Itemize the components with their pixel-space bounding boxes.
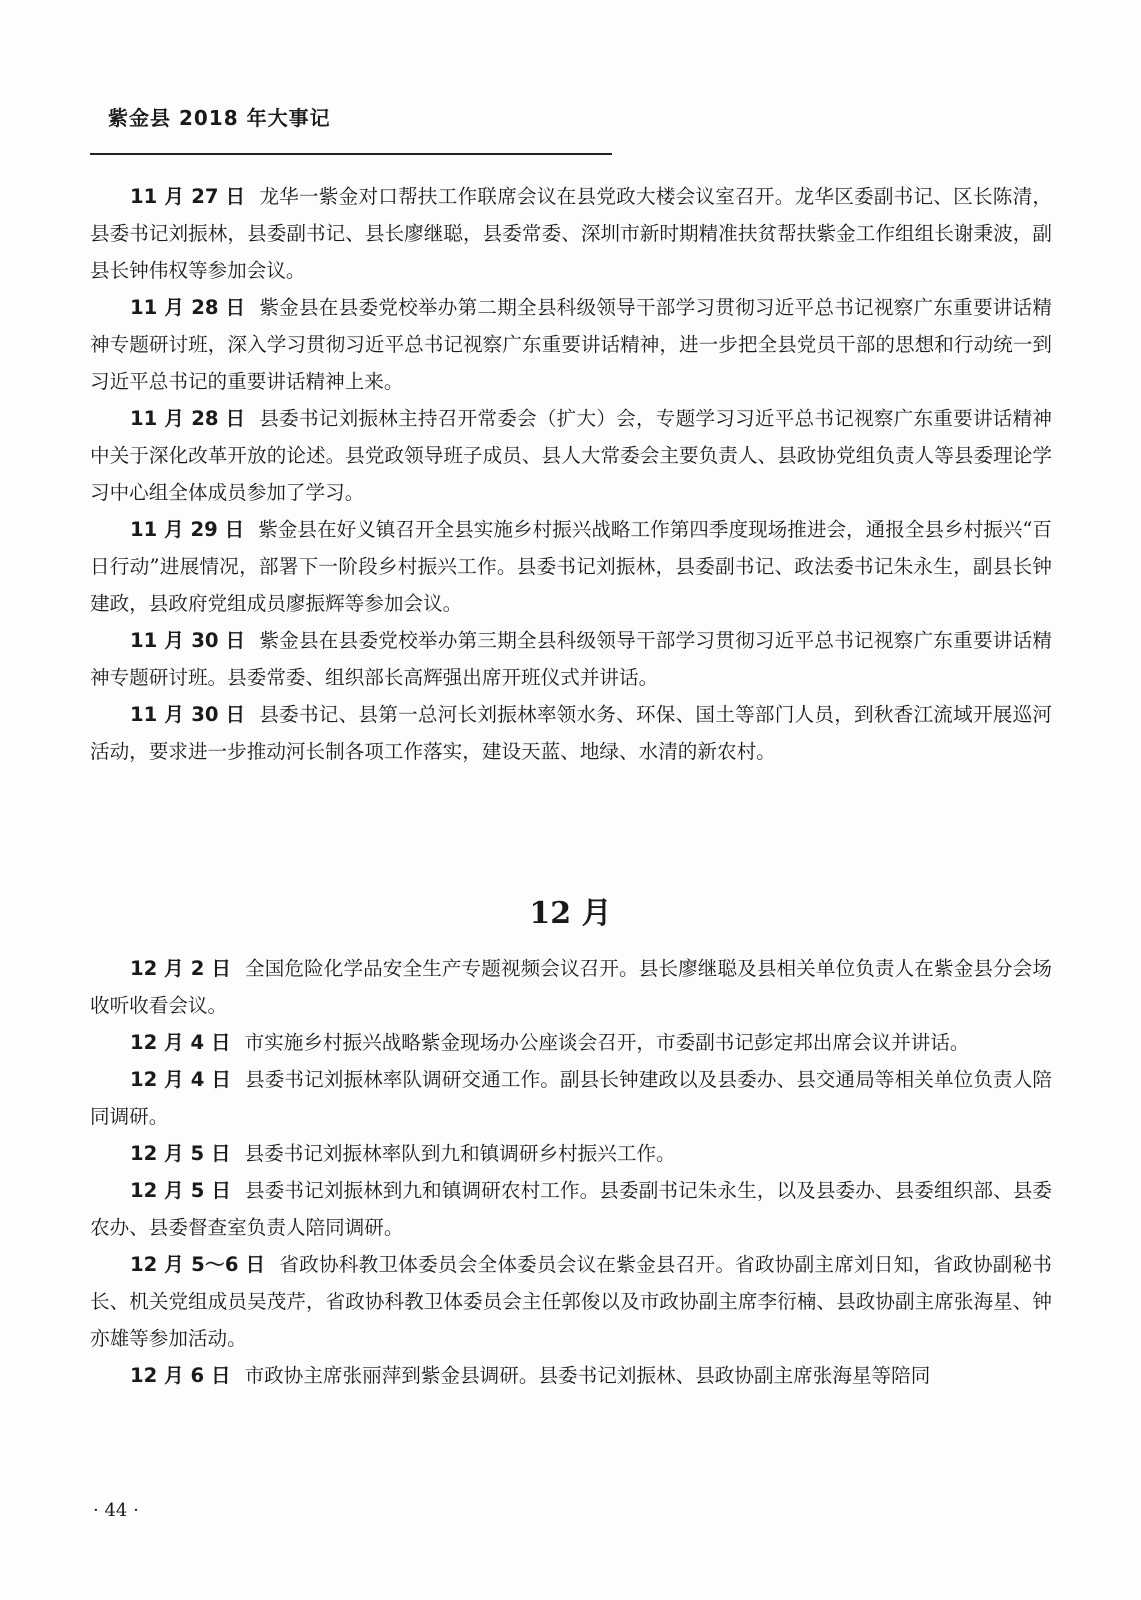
entry-date: 12 月 4 日 xyxy=(130,1068,232,1091)
entry-date: 12 月 5～6 日 xyxy=(130,1253,266,1276)
entry-date: 11 月 29 日 xyxy=(130,518,245,541)
entry xyxy=(90,1061,1052,1135)
entry-date: 11 月 30 日 xyxy=(130,629,246,652)
entry-date: 12 月 2 日 xyxy=(130,957,232,980)
page-number: · 44 · xyxy=(93,1500,139,1521)
running-header: 紫金县 2018 年大事记 xyxy=(108,106,331,130)
december-entries xyxy=(90,950,1052,1394)
entry-text: 市实施乡村振兴战略紫金现场办公座谈会召开，市委副书记彭定邦出席会议并讲话。 xyxy=(244,1031,970,1054)
entry xyxy=(90,1357,1052,1394)
entry-text: 县委书记刘振林主持召开常委会（扩大）会，专题学习习近平总书记视察广东重要讲话精神中关于深化改革开放的论述。县党政领导班子成员、县人大常委会主要负责人、县政协党组负责人等县委理论学习中心组全体成员参加了学习。 xyxy=(90,407,1053,504)
entry-text: 紫金县在好义镇召开全县实施乡村振兴战略工作第四季度现场推进会，通报全县乡村振兴“百日行动”进展情况，部署下一阶段乡村振兴工作。县委书记刘振林，县委副书记、政法委书记朱永生，副县长钟建政，县政府党组成员廖振辉等参加会议。 xyxy=(90,518,1053,615)
entry-text: 县委书记、县第一总河长刘振林率领水务、环保、国土等部门人员，到秋香江流域开展巡河活动，要求进一步推动河长制各项工作落实，建设天蓝、地绿、水清的新农村。 xyxy=(90,703,1053,763)
entry xyxy=(90,1135,1052,1172)
entry-text: 县委书记刘振林率队调研交通工作。副县长钟建政以及县委办、县交通局等相关单位负责人陪同调研。 xyxy=(90,1068,1052,1128)
entry xyxy=(90,1246,1052,1357)
entry xyxy=(90,178,1052,289)
entry-date: 11 月 28 日 xyxy=(130,407,246,430)
entry xyxy=(90,696,1052,770)
entry xyxy=(90,400,1052,511)
entry xyxy=(90,1024,1052,1061)
entry-text: 市政协主席张丽萍到紫金县调研。县委书记刘振林、县政协副主席张海星等陪同 xyxy=(244,1364,931,1387)
entry-date: 12 月 4 日 xyxy=(130,1031,231,1054)
entry-text: 紫金县在县委党校举办第三期全县科级领导干部学习贯彻习近平总书记视察广东重要讲话精神专题研讨班。县委常委、组织部长高辉强出席开班仪式并讲话。 xyxy=(90,629,1053,689)
entry-date: 12 月 6 日 xyxy=(130,1364,231,1387)
entry-date: 11 月 27 日 xyxy=(130,185,246,208)
entry-text: 龙华一紫金对口帮扶工作联席会议在县党政大楼会议室召开。龙华区委副书记、区长陈清，县委书记刘振林，县委副书记、县长廖继聪，县委常委、深圳市新时期精准扶贫帮扶紫金工作组组长谢秉波，副县长钟伟权等参加会议。 xyxy=(90,185,1053,282)
entry-text: 紫金县在县委党校举办第二期全县科级领导干部学习贯彻习近平总书记视察广东重要讲话精神专题研讨班，深入学习贯彻习近平总书记视察广东重要讲话精神，进一步把全县党员干部的思想和行动统一到习近平总书记的重要讲话精神上来。 xyxy=(90,296,1053,393)
entry-text: 县委书记刘振林到九和镇调研农村工作。县委副书记朱永生，以及县委办、县委组织部、县委农办、县委督查室负责人陪同调研。 xyxy=(90,1179,1052,1239)
entry-date: 12 月 5 日 xyxy=(130,1142,231,1165)
entry-text: 县委书记刘振林率队到九和镇调研乡村振兴工作。 xyxy=(244,1142,676,1165)
november-entries xyxy=(90,178,1052,770)
entry xyxy=(90,511,1052,622)
entry xyxy=(90,1172,1052,1246)
entry xyxy=(90,289,1052,400)
entry-date: 11 月 28 日 xyxy=(130,296,246,319)
entry-date: 11 月 30 日 xyxy=(130,703,246,726)
header-rule xyxy=(90,153,612,155)
entry-date: 12 月 5 日 xyxy=(130,1179,232,1202)
month-heading: 12 月 xyxy=(529,896,612,931)
entry xyxy=(90,950,1052,1024)
entry-text: 全国危险化学品安全生产专题视频会议召开。县长廖继聪及县相关单位负责人在紫金县分会场收听收看会议。 xyxy=(90,957,1052,1017)
entry xyxy=(90,622,1052,696)
entry-text: 省政协科教卫体委员会全体委员会议在紫金县召开。省政协副主席刘日知，省政协副秘书长、机关党组成员吴茂芹，省政协科教卫体委员会主任郭俊以及市政协副主席李衍楠、县政协副主席张海星、钟亦雄等参加活动。 xyxy=(90,1253,1053,1350)
